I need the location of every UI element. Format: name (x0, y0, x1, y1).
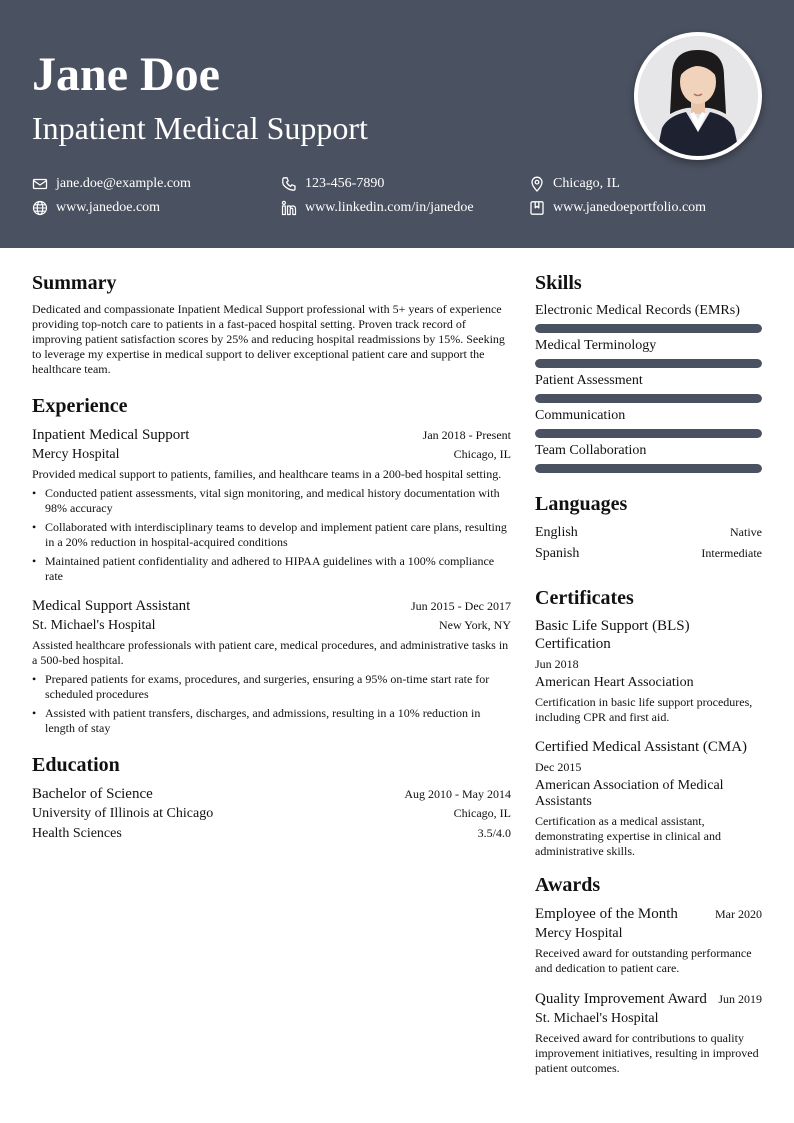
job-title: Inpatient Medical Support (32, 427, 190, 443)
skill-item (535, 442, 762, 473)
contact-portfolio-text: www.janedoeportfolio.com (553, 200, 707, 215)
job-bullet: • Assisted with patient transfers, discharges, and admissions, resulting in a 10% reduction in length of stay (32, 706, 511, 736)
award-org: St. Michael's Hospital (535, 1011, 659, 1026)
skill-name: Communication (535, 408, 626, 423)
skill-bar-fill (535, 359, 762, 368)
award-description: Received award for contributions to quality improvement initiatives, resulting in improved patient outcomes. (535, 1031, 759, 1075)
certificate-name: Basic Life Support (BLS) Certification (535, 618, 690, 652)
job-bullets (32, 486, 511, 584)
summary-text: Dedicated and compassionate Inpatient Medical Support professional with 5+ years of experience providing top-notch care to patients in a fast-paced hospital setting. Proven track record of improving patient satisfaction scores by 25% and reducing hospital readmissions by 15%. Seeking to leverage my expertise in medical support to deliver exceptional patient care and support the healthcare team. (32, 302, 505, 376)
education-gpa: 3.5/4.0 (477, 826, 511, 840)
contact-website[interactable] (32, 199, 160, 217)
location-icon (529, 176, 545, 192)
skills-list (535, 302, 762, 473)
award-item (535, 904, 762, 976)
skills-heading: Skills (535, 272, 582, 294)
linkedin-icon (281, 200, 297, 216)
candidate-name: Jane Doe (32, 48, 220, 101)
job-description: Assisted healthcare professionals with patient care, medical procedures, and administrative tasks in a 500-bed hospital. (32, 638, 509, 667)
skill-item (535, 337, 762, 368)
language-name: English (535, 525, 578, 540)
certificate-name: Certified Medical Assistant (CMA) (535, 739, 748, 755)
contact-portfolio[interactable] (529, 199, 706, 217)
skill-name: Team Collaboration (535, 443, 647, 458)
job-bullet: • Conducted patient assessments, vital sign monitoring, and medical history documentation with 98% accuracy (32, 486, 511, 516)
certificates-heading: Certificates (535, 587, 634, 609)
job-company: Mercy Hospital (32, 447, 120, 462)
certificate-description: Certification in basic life support procedures, including CPR and first aid. (535, 695, 753, 724)
certificate-item (535, 738, 762, 859)
job-bullet: • Maintained patient confidentiality and adhered to HIPAA guidelines with a 100% compliance rate (32, 554, 511, 584)
skill-name: Electronic Medical Records (EMRs) (535, 303, 740, 318)
job-company: St. Michael's Hospital (32, 618, 156, 633)
skill-bar-fill (535, 429, 762, 438)
job-title: Medical Support Assistant (32, 598, 191, 614)
skill-name: Patient Assessment (535, 373, 643, 388)
certificate-issuer: American Association of Medical Assistants (535, 778, 724, 809)
education-school: University of Illinois at Chicago (32, 806, 214, 821)
skill-item (535, 372, 762, 403)
job-location: Chicago, IL (453, 447, 511, 461)
experience-heading: Experience (32, 395, 128, 417)
language-level: Intermediate (701, 546, 762, 560)
mail-icon (32, 176, 48, 192)
contact-location (529, 175, 620, 193)
profile-photo (634, 32, 762, 160)
job-bullet: • Collaborated with interdisciplinary teams to develop and implement patient care plans, resulting in a 20% reduction in hospital-acquired conditions (32, 520, 511, 550)
experience-item (32, 596, 511, 736)
certificate-issuer: American Heart Association (535, 675, 694, 690)
language-name: Spanish (535, 546, 580, 561)
skill-bar-fill (535, 394, 762, 403)
language-level: Native (730, 525, 762, 539)
award-description: Received award for outstanding performance and dedication to patient care. (535, 946, 752, 975)
award-date: Mar 2020 (715, 907, 762, 921)
contact-location-text: Chicago, IL (553, 176, 620, 191)
skill-bar (535, 429, 762, 438)
experience-item (32, 425, 511, 584)
award-org: Mercy Hospital (535, 926, 623, 941)
award-item (535, 989, 762, 1076)
left-column (32, 270, 511, 844)
skill-bar (535, 394, 762, 403)
job-description: Provided medical support to patients, families, and healthcare teams in a 200-bed hospital setting. (32, 467, 502, 481)
skill-bar-fill (535, 324, 762, 333)
education-item (32, 784, 511, 844)
contact-email[interactable] (32, 175, 191, 193)
awards-heading: Awards (535, 874, 601, 896)
candidate-title: Inpatient Medical Support (32, 110, 368, 146)
skill-name: Medical Terminology (535, 338, 657, 353)
skill-bar (535, 324, 762, 333)
resume-header (0, 0, 794, 248)
phone-icon (281, 176, 297, 192)
job-dates: Jun 2015 - Dec 2017 (411, 599, 511, 613)
contact-linkedin[interactable] (281, 199, 474, 217)
right-column (535, 270, 762, 1089)
certificate-date: Jun 2018 (535, 657, 579, 671)
language-item (535, 523, 762, 542)
skill-bar (535, 359, 762, 368)
award-name: Quality Improvement Award (535, 991, 707, 1007)
job-bullets (32, 672, 511, 736)
language-item (535, 544, 762, 563)
certificate-item (535, 617, 762, 725)
contact-linkedin-text: www.linkedin.com/in/janedoe (305, 200, 474, 215)
education-location: Chicago, IL (453, 806, 511, 820)
globe-icon (32, 200, 48, 216)
profile-photo-image (638, 36, 758, 156)
summary-heading: Summary (32, 272, 117, 294)
skill-item (535, 302, 762, 333)
portfolio-icon (529, 200, 545, 216)
contact-email-text: jane.doe@example.com (56, 176, 191, 191)
education-degree: Bachelor of Science (32, 786, 153, 802)
contact-phone[interactable] (281, 175, 384, 193)
education-field: Health Sciences (32, 826, 122, 841)
job-dates: Jan 2018 - Present (422, 428, 511, 442)
education-heading: Education (32, 754, 120, 776)
certificate-date: Dec 2015 (535, 760, 582, 774)
certificate-description: Certification as a medical assistant, demonstrating expertise in clinical and administrative skills. (535, 814, 721, 858)
award-date: Jun 2019 (718, 992, 762, 1006)
skill-bar-fill (535, 464, 762, 473)
job-bullet: • Prepared patients for exams, procedures, and surgeries, ensuring a 95% on-time start rate for scheduled procedures (32, 672, 511, 702)
contact-phone-text: 123-456-7890 (305, 176, 385, 191)
skill-bar (535, 464, 762, 473)
job-location: New York, NY (438, 618, 511, 632)
education-dates: Aug 2010 - May 2014 (404, 787, 511, 801)
languages-heading: Languages (535, 493, 628, 515)
award-name: Employee of the Month (535, 906, 678, 922)
skill-item (535, 407, 762, 438)
contact-website-text: www.janedoe.com (56, 200, 161, 215)
